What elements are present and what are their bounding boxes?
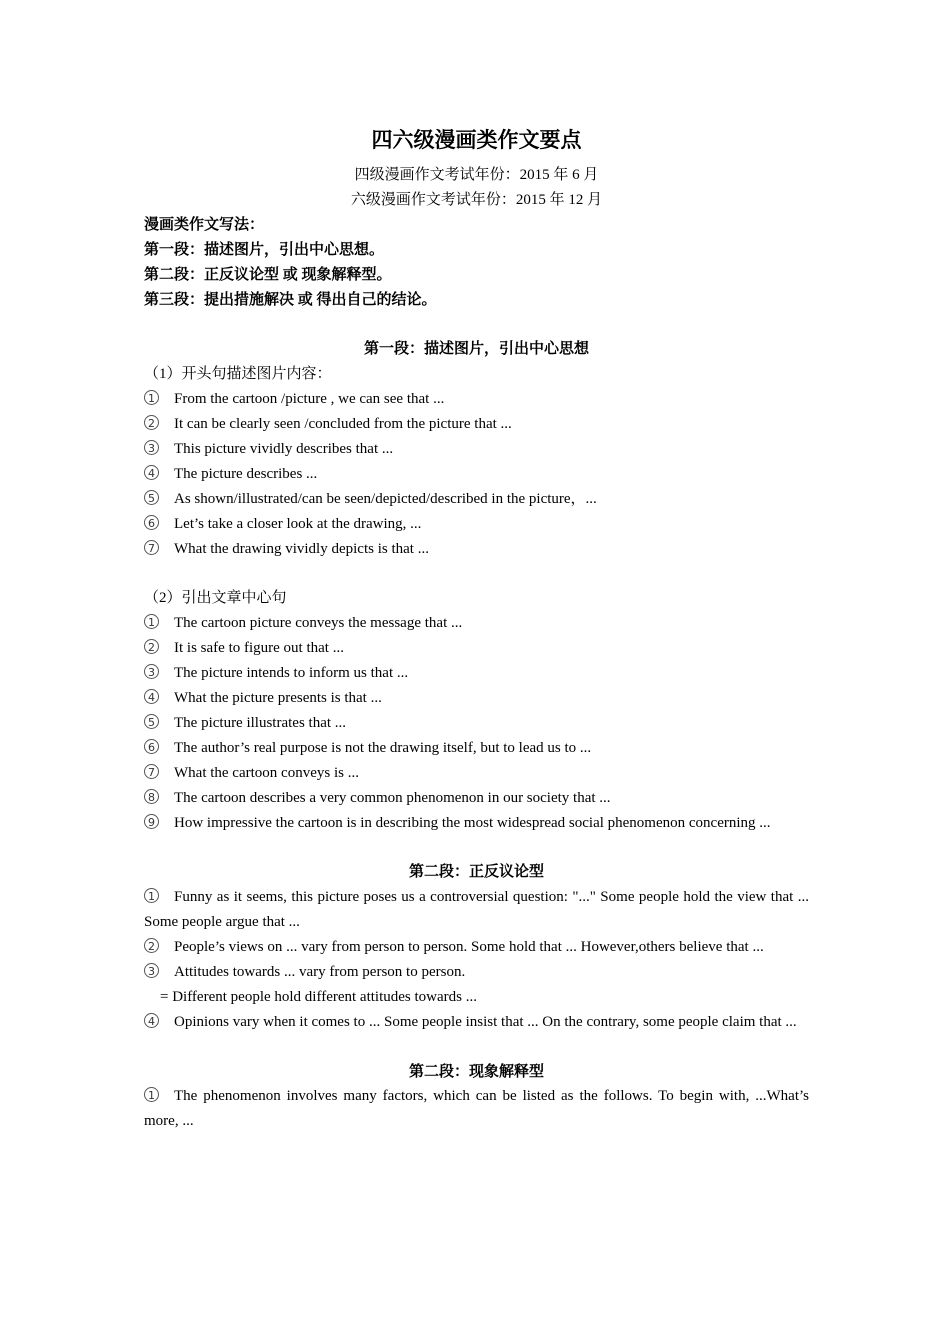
circled-number-icon: 4 xyxy=(144,689,159,704)
item-text: What the picture presents is that ... xyxy=(174,690,382,706)
item-text: Funny as it seems, this picture poses us a controversial question: "..." Some people hold the view that ... Some people argue that ... xyxy=(144,889,809,931)
list-item xyxy=(144,711,809,736)
item-text: The picture describes ... xyxy=(174,465,318,482)
circled-number-icon: 1 xyxy=(144,888,159,903)
list-item xyxy=(144,761,809,786)
method-step-1: 第一段：描述图片，引出中心思想。 xyxy=(144,241,385,258)
section2-list xyxy=(144,885,809,1034)
circled-number-icon: 1 xyxy=(144,1087,159,1102)
item-text: How impressive the cartoon is in describing the most widespread social phenomenon concerning ... xyxy=(174,814,771,831)
list-item xyxy=(144,462,809,487)
document-content xyxy=(144,126,809,1134)
list-item xyxy=(144,412,809,437)
item-text: Opinions vary when it comes to ... Some people insist that ... On the contrary, some people claim that ... xyxy=(174,1013,797,1030)
circled-number-icon: 3 xyxy=(144,664,159,679)
circled-number-icon: 9 xyxy=(144,814,159,829)
method-step-2: 第二段：正反议论型 或 现象解释型。 xyxy=(144,266,392,283)
list-item xyxy=(144,512,809,537)
section2-heading: 第二段：正反议论型 xyxy=(408,864,544,881)
list-item xyxy=(144,935,809,960)
item-text: The author’s real purpose is not the drawing itself, but to lead us to ... xyxy=(174,739,592,756)
circled-number-icon: 1 xyxy=(144,614,159,629)
item-text: This picture vividly describes that ... xyxy=(174,440,394,457)
list-item xyxy=(144,487,809,512)
list-item xyxy=(144,960,809,985)
item-text: The cartoon picture conveys the message that ... xyxy=(174,615,463,632)
list-item xyxy=(144,1084,809,1134)
method-step-3: 第三段：提出措施解决 或 得出自己的结论。 xyxy=(144,291,437,308)
sub2-list xyxy=(144,611,809,835)
item-text: The cartoon describes a very common phenomenon in our society that ... xyxy=(174,789,611,806)
section1-heading: 第一段：描述图片，引出中心思想 xyxy=(363,341,589,358)
circled-number-icon: 5 xyxy=(144,490,159,505)
sub1-heading: （1）开头句描述图片内容： xyxy=(144,366,332,383)
item-text: The picture intends to inform us that ... xyxy=(174,665,409,682)
circled-number-icon: 2 xyxy=(144,639,159,654)
item-text: What the drawing vividly depicts is that ... xyxy=(174,540,429,557)
circled-number-icon: 8 xyxy=(144,789,159,804)
list-item xyxy=(144,1010,809,1035)
list-item xyxy=(144,636,809,661)
item-text: The phenomenon involves many factors, which can be listed as the follows. To begin with, ...What’s more, ... xyxy=(144,1088,809,1130)
circled-number-icon: 7 xyxy=(144,540,159,555)
item-text: From the cartoon /picture , we can see that ... xyxy=(174,391,445,408)
section2-note: = Different people hold different attitudes towards ... xyxy=(160,988,477,1005)
section3-list xyxy=(144,1084,809,1134)
circled-number-icon: 2 xyxy=(144,938,159,953)
list-item xyxy=(144,885,809,935)
circled-number-icon: 4 xyxy=(144,465,159,480)
list-item xyxy=(144,686,809,711)
list-item xyxy=(144,537,809,562)
item-text: It is safe to figure out that ... xyxy=(174,640,344,657)
exam-year-cet4: 四级漫画作文考试年份：2015 年 6 月 xyxy=(354,167,599,183)
list-item xyxy=(144,811,809,836)
item-text: It can be clearly seen /concluded from the picture that ... xyxy=(174,416,512,433)
item-text: People’s views on ... vary from person to person. Some hold that ... However,others believe that ... xyxy=(174,939,764,956)
list-item xyxy=(144,661,809,686)
circled-number-icon: 5 xyxy=(144,714,159,729)
list-item xyxy=(144,611,809,636)
circled-number-icon: 3 xyxy=(144,440,159,455)
circled-number-icon: 3 xyxy=(144,963,159,978)
list-item xyxy=(144,387,809,412)
item-text: The picture illustrates that ... xyxy=(174,714,347,731)
sub2-heading: （2）引出文章中心句 xyxy=(144,590,287,607)
exam-year-cet6: 六级漫画作文考试年份：2015 年 12 月 xyxy=(350,191,603,208)
circled-number-icon: 6 xyxy=(144,515,159,530)
section3-heading: 第二段：现象解释型 xyxy=(408,1063,544,1080)
method-heading: 漫画类作文写法： xyxy=(144,216,265,233)
sub1-list xyxy=(144,387,809,561)
item-text: Let’s take a closer look at the drawing, ... xyxy=(174,515,422,532)
item-text: Attitudes towards ... vary from person to person. xyxy=(174,963,466,980)
circled-number-icon: 7 xyxy=(144,764,159,779)
list-item xyxy=(144,786,809,811)
circled-number-icon: 4 xyxy=(144,1013,159,1028)
circled-number-icon: 6 xyxy=(144,739,159,754)
circled-number-icon: 1 xyxy=(144,390,159,405)
item-text: What the cartoon conveys is ... xyxy=(174,764,359,781)
list-item xyxy=(144,437,809,462)
list-item xyxy=(144,736,809,761)
circled-number-icon: 2 xyxy=(144,415,159,430)
item-text: As shown/illustrated/can be seen/depicted/described in the picture，... xyxy=(174,490,597,507)
page-title: 四六级漫画类作文要点 xyxy=(371,128,582,152)
